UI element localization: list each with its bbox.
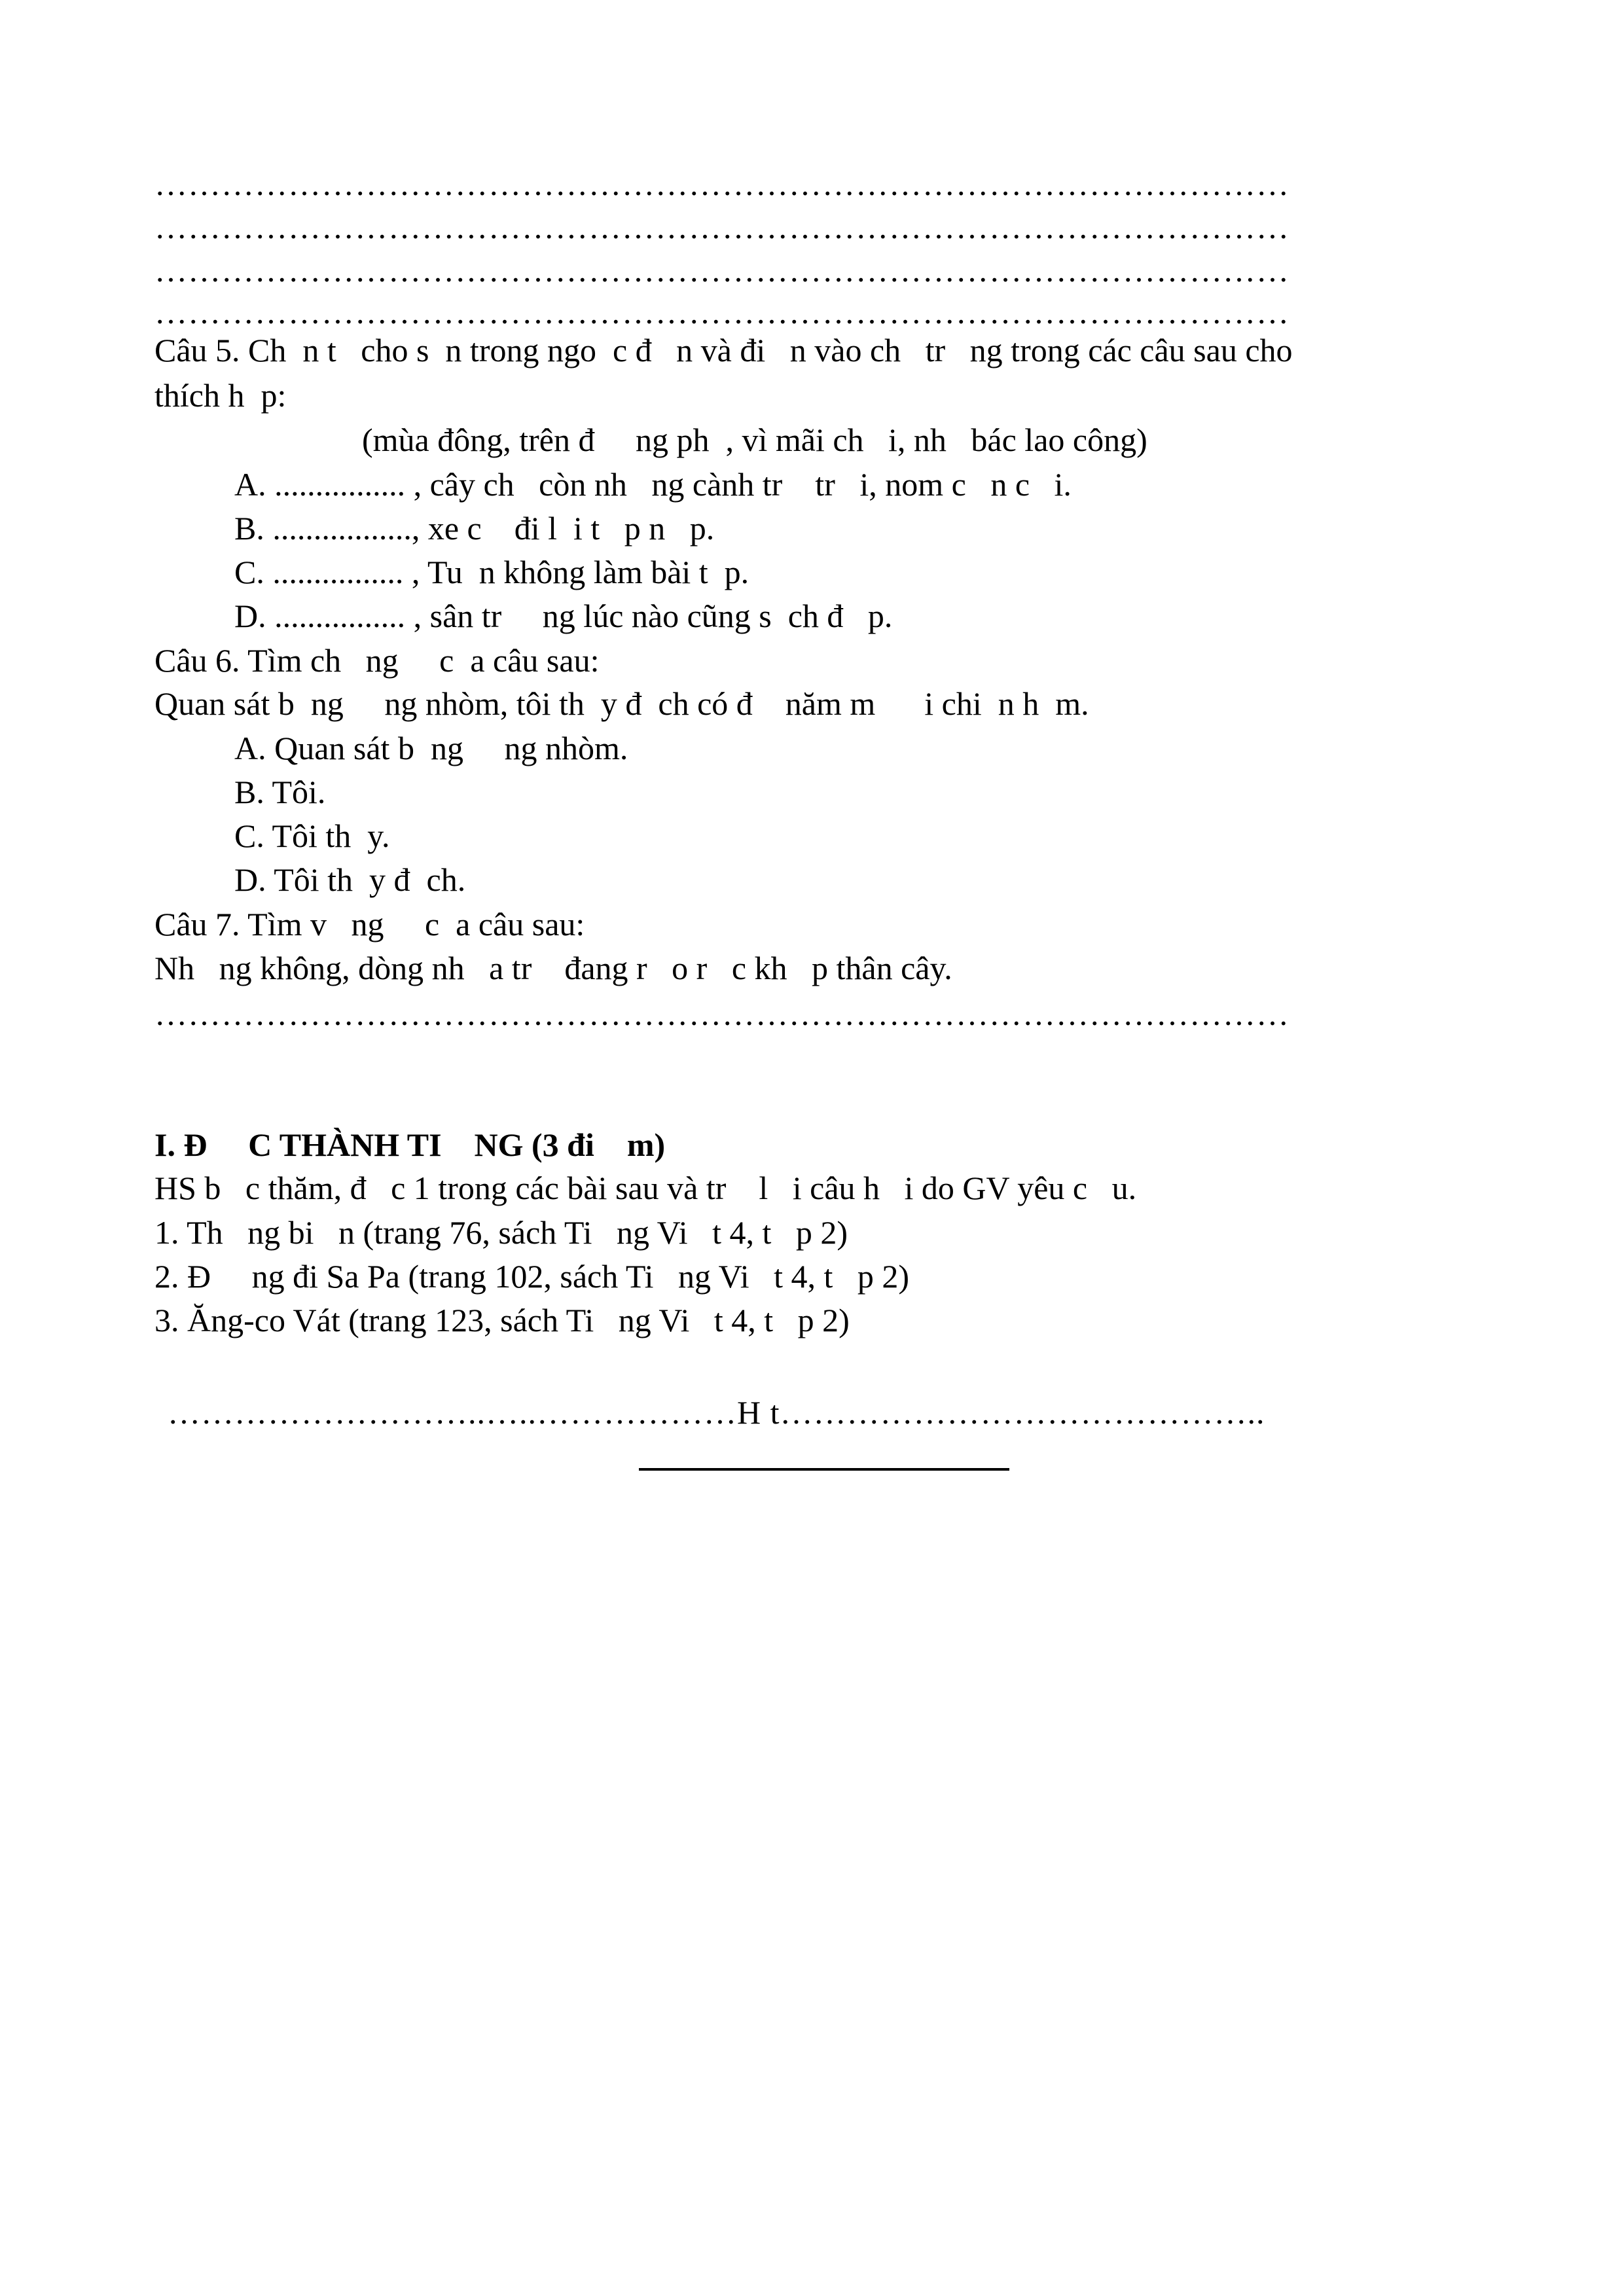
question-5-item-a: A. ................ , cây ch còn nh ng cành tr tr i, nom c n c i. bbox=[234, 466, 1072, 503]
question-6-option-b: B. Tôi. bbox=[234, 774, 326, 810]
answer-dotted-line: ………………………………………………………………………………………… bbox=[154, 252, 1290, 289]
section-heading: I. Đ C THÀNH TI NG (3 đi m) bbox=[154, 1126, 666, 1163]
question-6-option-a: A. Quan sát b ng ng nhòm. bbox=[234, 730, 628, 766]
question-6-prompt: Câu 6. Tìm ch ng c a câu sau: bbox=[154, 642, 600, 679]
reading-item-2: 2. Đ ng đi Sa Pa (trang 102, sách Ti ng Vi t 4, t p 2) bbox=[154, 1258, 910, 1295]
reading-item-3: 3. Ăng-co Vát (trang 123, sách Ti ng Vi t 4, t p 2) bbox=[154, 1302, 850, 1338]
question-6-option-c: C. Tôi th y. bbox=[234, 817, 390, 854]
question-6-option-d: D. Tôi th y đ ch. bbox=[234, 861, 466, 898]
answer-dotted-line: ………………………………………………………………………………………… bbox=[154, 996, 1290, 1032]
end-marker: ………………………..…..………………H t…………………………………….. bbox=[168, 1394, 1265, 1431]
question-7-prompt: Câu 7. Tìm v ng c a câu sau: bbox=[154, 906, 585, 942]
question-5-item-c: C. ................ , Tu n không làm bài t p. bbox=[234, 554, 749, 590]
answer-dotted-line: ………………………………………………………………………………………… bbox=[154, 166, 1290, 202]
answer-dotted-line: ………………………………………………………………………………………… bbox=[154, 209, 1290, 245]
question-5-prompt: Câu 5. Ch n t cho s n trong ngo c đ n và đi n vào ch tr ng trong các câu sau cho bbox=[154, 332, 1293, 368]
question-5-item-d: D. ................ , sân tr ng lúc nào cũng s ch đ p. bbox=[234, 598, 893, 634]
question-5-item-b: B. ................., xe c đi l i t p n p. bbox=[234, 510, 715, 547]
question-7-sentence: Nh ng không, dòng nh a tr đang r o r c kh p thân cây. bbox=[154, 950, 952, 986]
answer-dotted-line: ………………………………………………………………………………………… bbox=[154, 294, 1290, 331]
question-6-sentence: Quan sát b ng ng nhòm, tôi th y đ ch có đ năm m i chi n h m. bbox=[154, 685, 1089, 722]
question-5-word-options: (mùa đông, trên đ ng ph , vì mãi ch i, nh bác lao công) bbox=[362, 422, 1147, 458]
closing-rule bbox=[639, 1468, 1009, 1471]
question-5-prompt-continued: thích h p: bbox=[154, 377, 287, 414]
section-instruction: HS b c thăm, đ c 1 trong các bài sau và tr l i câu h i do GV yêu c u. bbox=[154, 1170, 1137, 1206]
reading-item-1: 1. Th ng bi n (trang 76, sách Ti ng Vi t 4, t p 2) bbox=[154, 1214, 848, 1251]
